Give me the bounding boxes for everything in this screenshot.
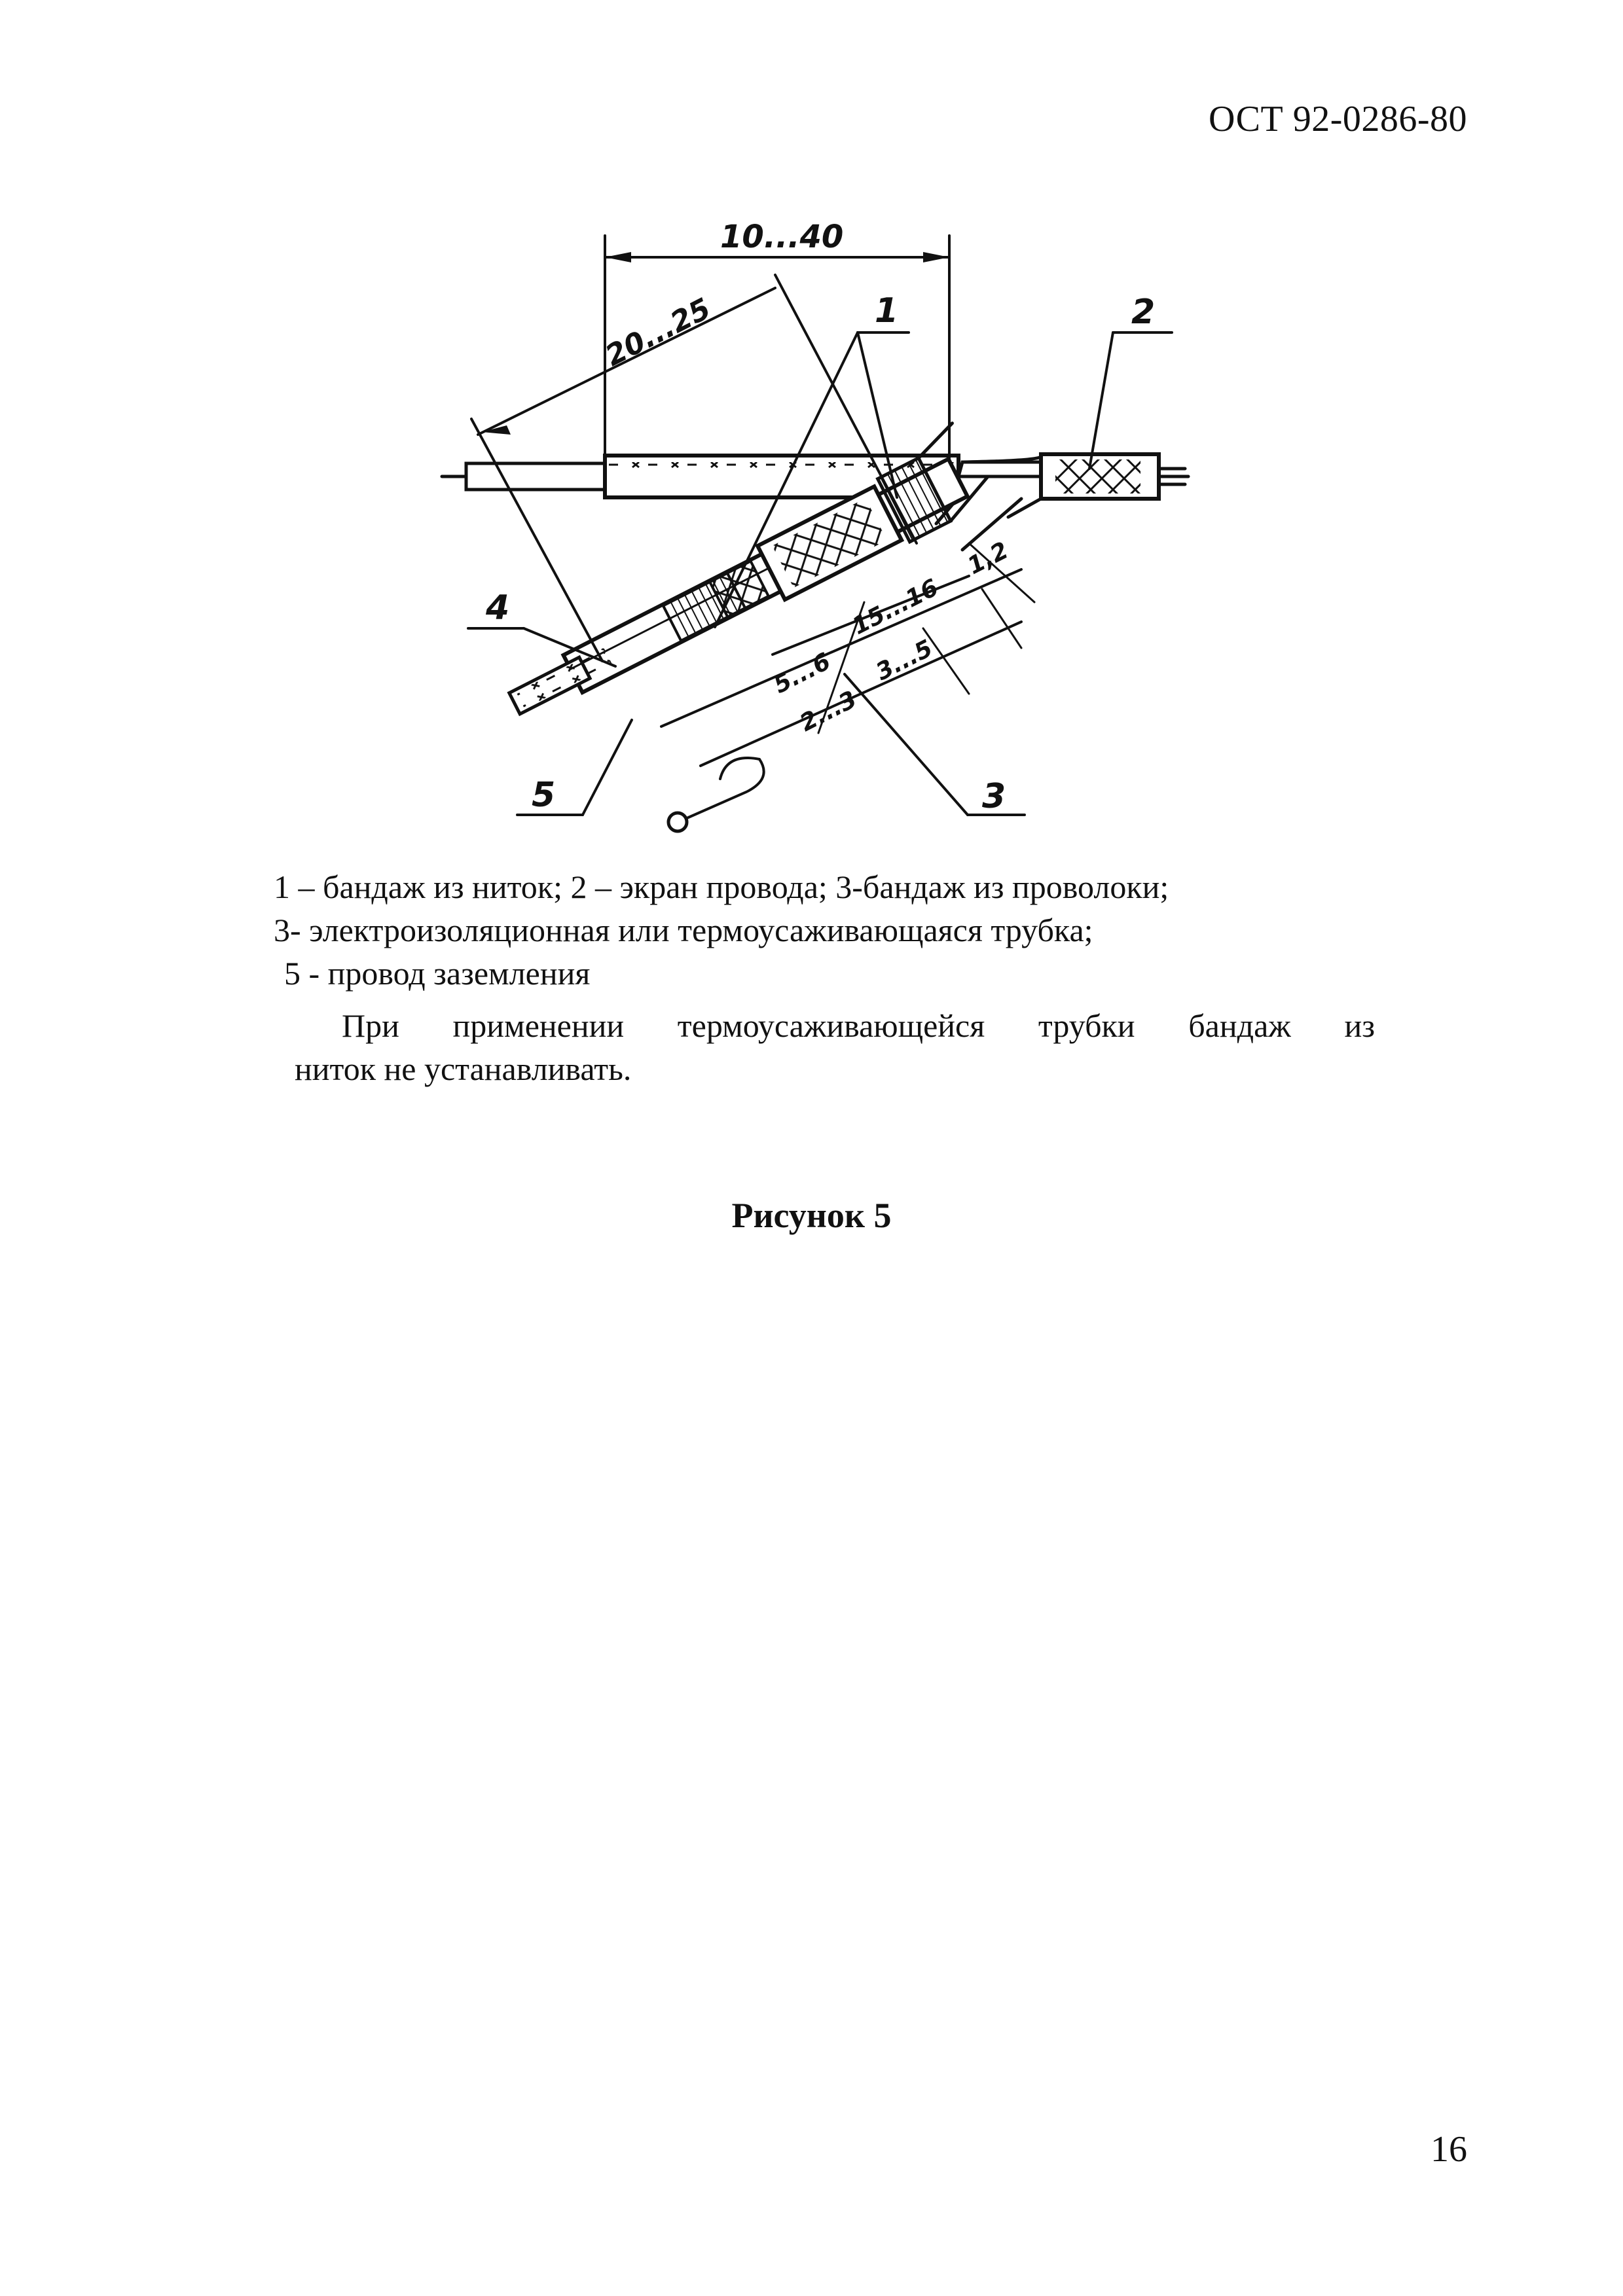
callout-3: 3 bbox=[982, 777, 1006, 816]
note-line-1: При применении термоусаживающейся трубки бандаж из bbox=[342, 1007, 1375, 1044]
main-wire bbox=[442, 454, 1188, 499]
dim-2-3: 2...3 bbox=[795, 686, 862, 738]
legend-line-1: 1 – бандаж из ниток; 2 – экран провода; 3-бандаж из проволоки; bbox=[274, 869, 1169, 905]
legend-line-3: 5 - провод заземления bbox=[284, 955, 591, 992]
callout-1: 1 bbox=[875, 291, 899, 331]
technical-drawing bbox=[0, 0, 1623, 851]
note-line-2: ниток не устанавливать. bbox=[295, 1050, 632, 1087]
dim-diag-top: 20...25 bbox=[600, 291, 716, 373]
callout-4: 4 bbox=[486, 588, 510, 628]
dim-1-2: 1,2 bbox=[963, 537, 1013, 581]
figure-caption: Рисунок 5 bbox=[731, 1196, 892, 1235]
dim-15-16: 15...16 bbox=[848, 574, 943, 641]
document-code: ОСТ 92-0286-80 bbox=[1209, 99, 1467, 139]
callout-5: 5 bbox=[532, 776, 556, 815]
callout-2: 2 bbox=[1131, 293, 1156, 332]
figure-note bbox=[295, 1004, 1375, 1090]
dim-overall: 10...40 bbox=[720, 219, 844, 255]
dim-5-6: 5...6 bbox=[769, 648, 835, 700]
legend-line-2: 3- электроизоляционная или термоусаживающаяся трубка; bbox=[274, 912, 1093, 948]
dim-3-5: 3...5 bbox=[871, 635, 938, 687]
figure-legend bbox=[274, 865, 1400, 995]
page-number: 16 bbox=[1431, 2129, 1467, 2170]
